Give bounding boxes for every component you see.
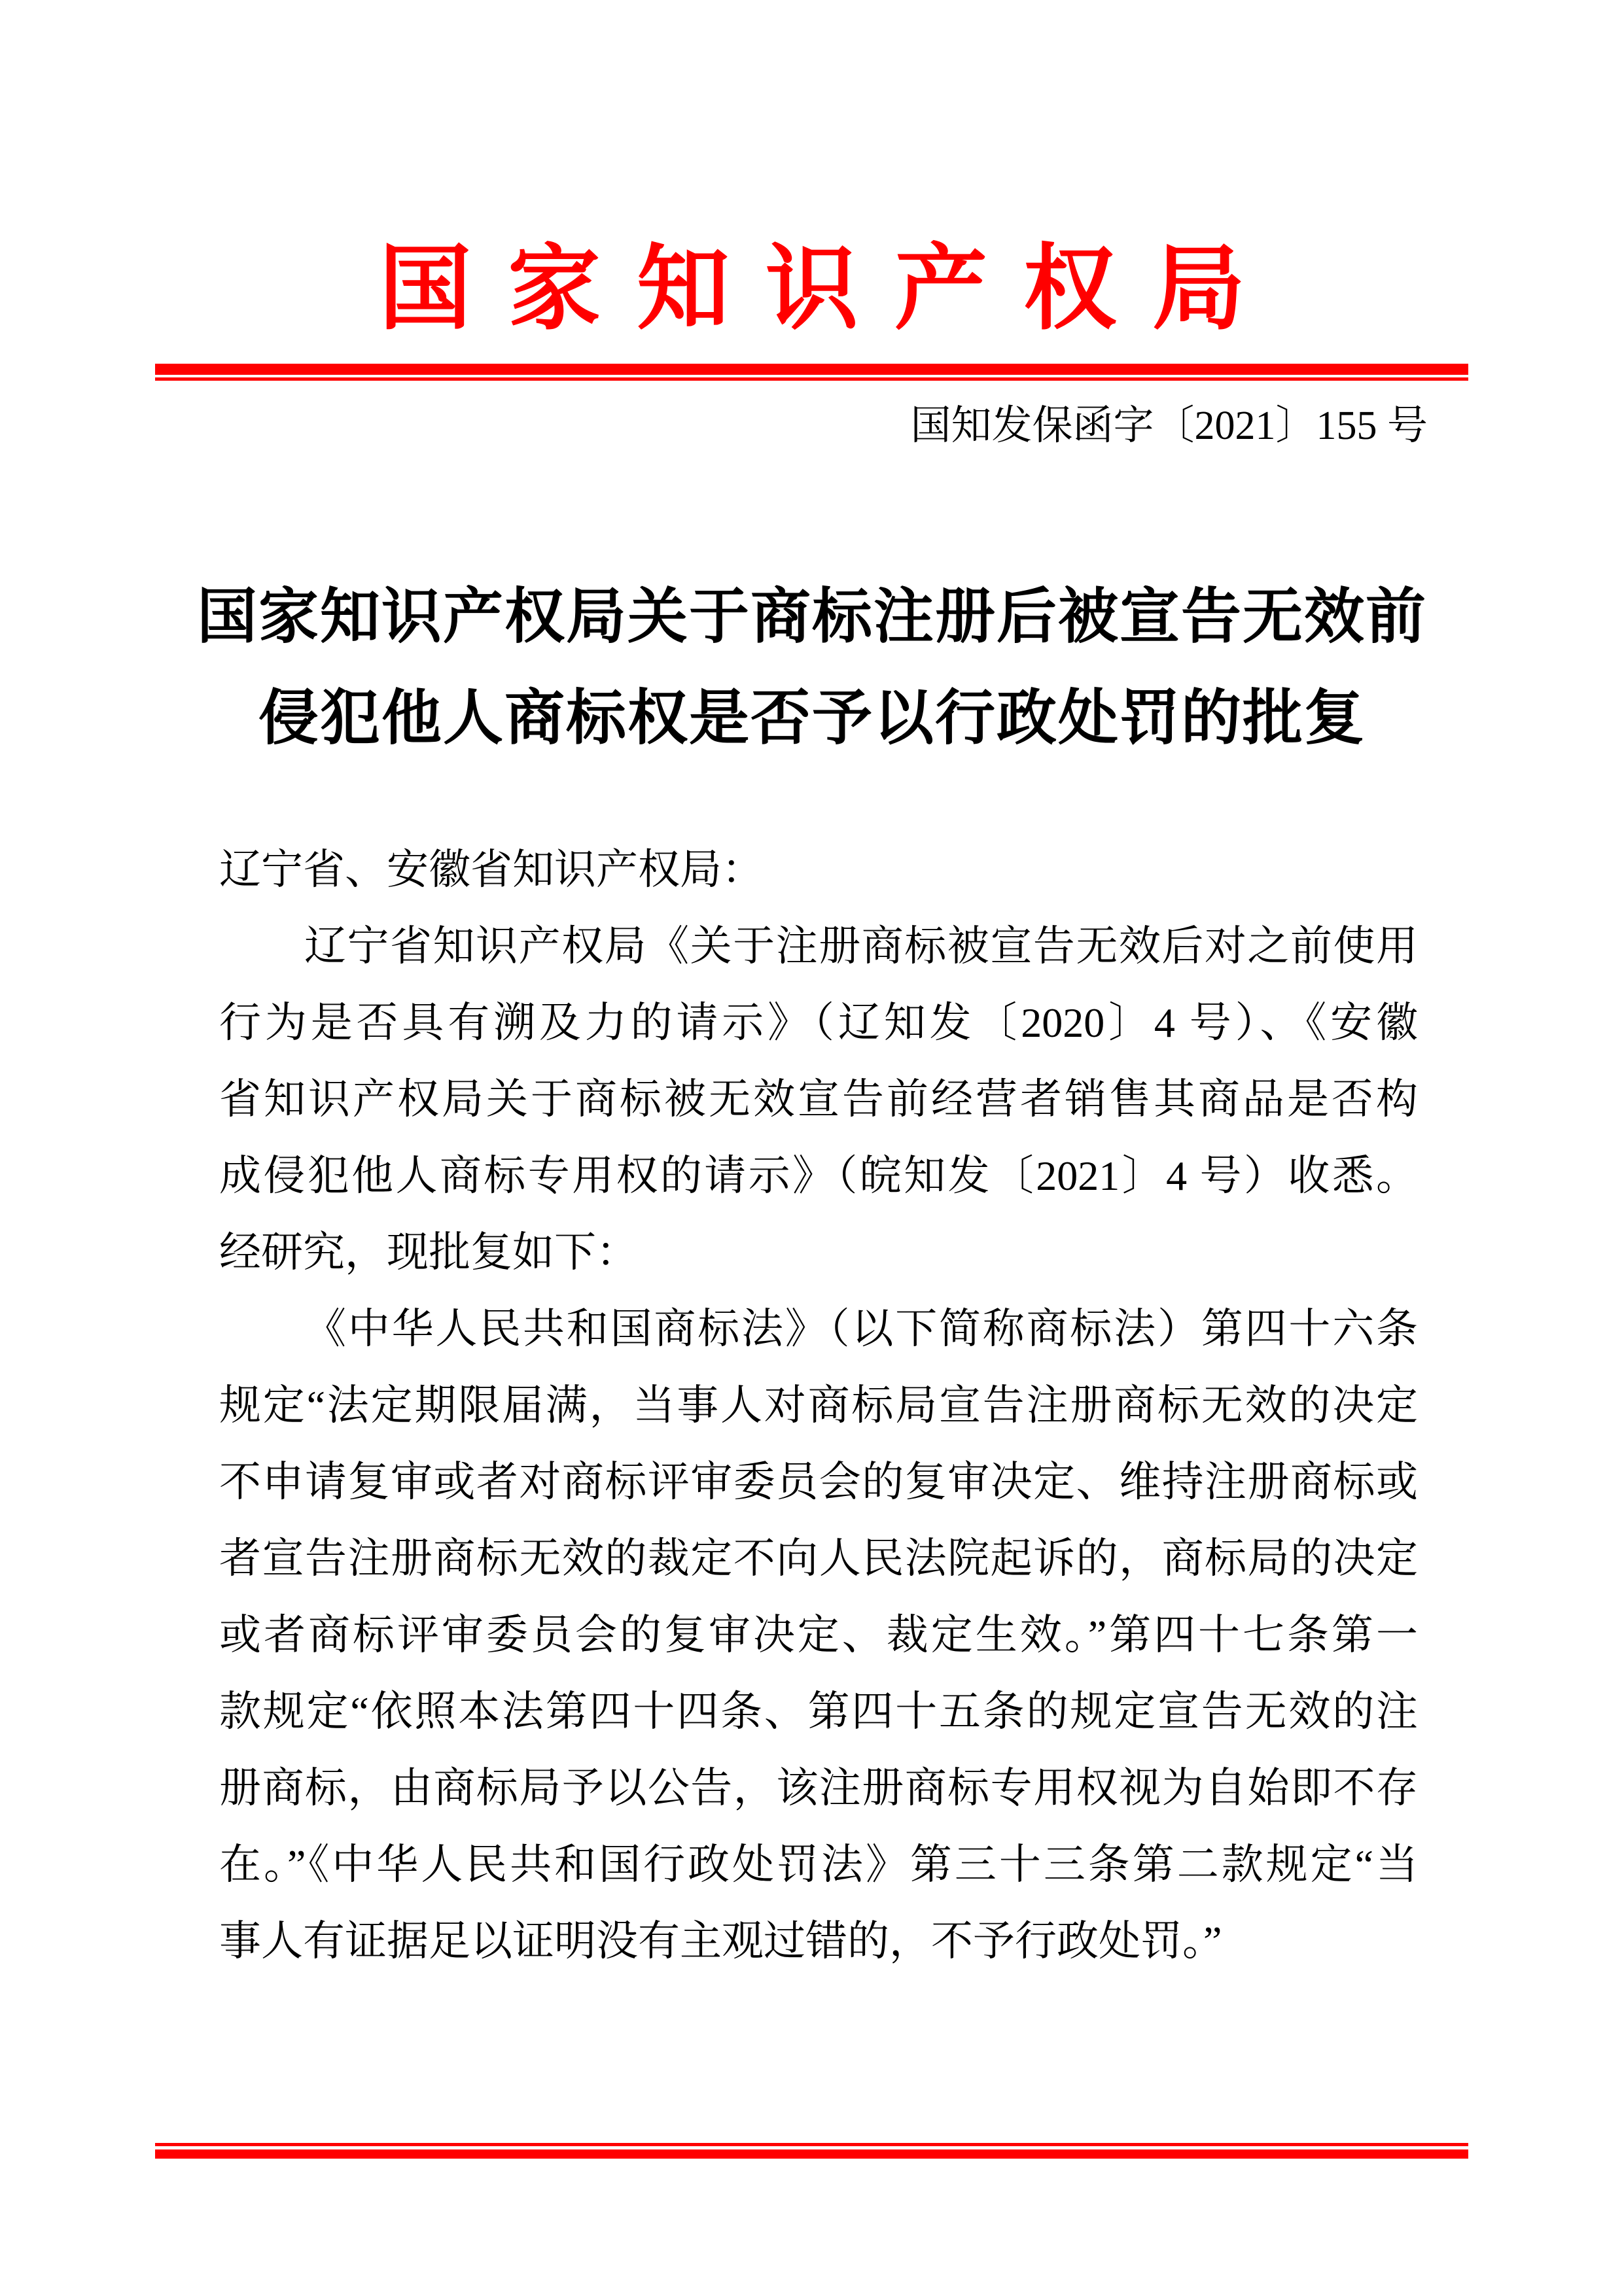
footer-rule-thick <box>155 2149 1468 2159</box>
body-line: 成侵犯他人商标专用权的请示》（皖知发〔2021〕4 号）收悉。 <box>219 1153 1418 1199</box>
body-line: 《中华人民共和国商标法》（以下简称商标法）第四十六条 <box>304 1306 1418 1352</box>
footer-rule-thin <box>155 2143 1468 2146</box>
body-line: 辽宁省知识产权局《关于注册商标被宣告无效后对之前使用 <box>304 923 1418 969</box>
body-line: 或者商标评审委员会的复审决定、裁定生效。”第四十七条第一 <box>219 1612 1418 1658</box>
document-number: 国知发保函字〔2021〕155 号 <box>910 404 1428 448</box>
document-body <box>219 831 1418 1979</box>
body-line: 册商标，由商标局予以公告，该注册商标专用权视为自始即不存 <box>219 1765 1418 1811</box>
masthead-rule-thin <box>155 377 1468 381</box>
body-line: 者宣告注册商标无效的裁定不向人民法院起诉的，商标局的决定 <box>219 1535 1418 1582</box>
body-line: 不申请复审或者对商标评审委员会的复审决定、维持注册商标或 <box>219 1459 1418 1505</box>
body-line: 在。”《中华人民共和国行政处罚法》第三十三条第二款规定“当 <box>219 1841 1418 1888</box>
salutation-line: 辽宁省、安徽省知识产权局： <box>219 846 764 893</box>
body-line: 事人有证据足以证明没有主观过错的，不予行政处罚。” <box>219 1918 1222 1964</box>
body-line: 行为是否具有溯及力的请示》（辽知发〔2020〕4 号）、《安徽 <box>219 1000 1418 1046</box>
masthead-rule-thick <box>155 364 1468 375</box>
agency-masthead: 国家知识产权局 <box>379 237 1281 341</box>
body-line: 省知识产权局关于商标被无效宣告前经营者销售其商品是否构 <box>219 1076 1418 1122</box>
document-title <box>0 566 1624 769</box>
body-line: 款规定“依照本法第四十四条、第四十五条的规定宣告无效的注 <box>219 1688 1418 1735</box>
body-line: 规定“法定期限届满，当事人对商标局宣告注册商标无效的决定 <box>219 1382 1418 1429</box>
document-title-line-1: 国家知识产权局关于商标注册后被宣告无效前 <box>196 583 1427 650</box>
body-line: 经研究，现批复如下： <box>219 1229 638 1276</box>
document-title-line-2: 侵犯他人商标权是否予以行政处罚的批复 <box>258 685 1366 752</box>
